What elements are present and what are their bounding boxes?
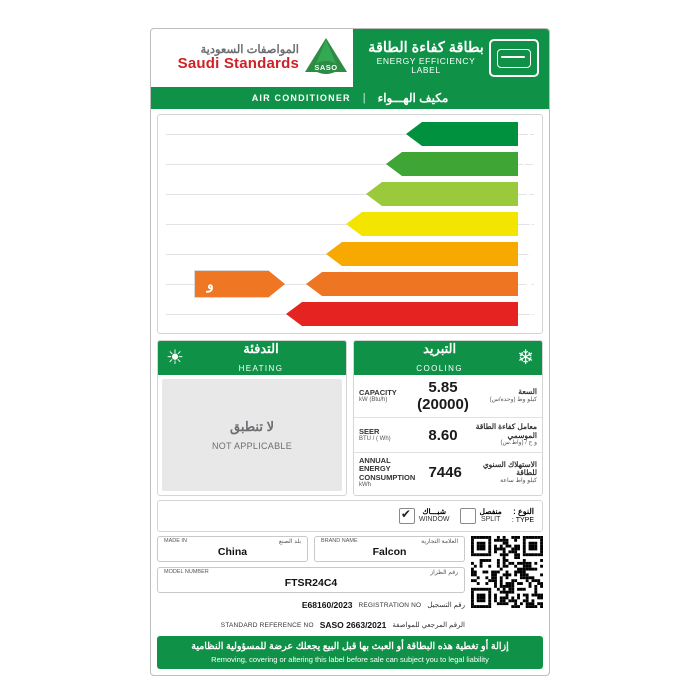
standard-reference-row: [157, 618, 465, 632]
selected-grade-letter: و: [207, 275, 214, 292]
grade-arrow: [326, 242, 518, 266]
type-option-label-en: WINDOW: [418, 516, 450, 524]
product-name-arabic: مكيف الهـــواء: [377, 91, 449, 105]
metric-value: 5.85 (20000): [411, 379, 475, 413]
grade-row: [158, 179, 542, 209]
metric-name-ar: السعة: [518, 387, 537, 397]
registration-label-en: REGISTRATION NO: [358, 601, 422, 609]
metric-unit-ar: و ح / (واط.س): [500, 440, 537, 447]
metric-name-en: CAPACITY: [359, 387, 397, 397]
type-option-label-ar: منفصل: [479, 507, 502, 517]
legal-notice-arabic: إزالة أو تغطية هذه البطاقة أو العبث بها قبل البيع يجعلك عرضة للمسؤولية النظامية: [191, 641, 509, 652]
cooling-panel: [353, 340, 543, 496]
grade-letter: و: [525, 275, 533, 292]
brand-label-ar: العلامة التجارية: [421, 539, 458, 545]
grade-arrow: [366, 182, 518, 206]
grade-arrow: [286, 302, 518, 326]
saso-logo-text: SASO: [314, 63, 338, 72]
checkbox-split[interactable]: [460, 508, 476, 524]
metric-unit-en: BTU / ( Wh): [359, 435, 391, 442]
type-option-label-en: SPLIT: [480, 516, 501, 524]
grade-row: [158, 239, 542, 269]
heating-panel: [157, 340, 347, 496]
cooling-data-row: [354, 453, 542, 492]
cooling-title-english: COOLING: [416, 364, 463, 373]
product-separator: |: [362, 92, 366, 104]
grade-arrow: [346, 212, 518, 236]
efficiency-grade-scale: [157, 114, 543, 334]
saso-branding: [151, 29, 353, 87]
standard-label-ar: الرقم المرجعي للمواصفة: [392, 622, 465, 629]
label-title-english: ENERGY EFFICIENCY LABEL: [376, 55, 476, 76]
type-option-window[interactable]: [399, 508, 450, 524]
model-value: FTSR24C4: [284, 576, 338, 589]
brand-label-en: BRAND NAME: [321, 538, 358, 544]
grade-letter: هـ: [522, 245, 536, 262]
model-label-en: MODEL NUMBER: [164, 569, 209, 575]
grade-letter: أ: [526, 125, 532, 142]
metric-value-secondary: (20000): [417, 396, 469, 413]
type-selection-row: [157, 500, 543, 532]
metric-value: 7446: [428, 464, 462, 482]
standard-value: SASO 2663/2021: [319, 620, 387, 630]
metric-name-ar: الاستهلاك السنوي للطاقة: [482, 459, 537, 478]
made-in-field: [157, 536, 308, 562]
metric-value: 8.60: [428, 426, 458, 444]
brand-value: Falcon: [372, 545, 407, 558]
legal-notice-english: Removing, covering or altering this label before sale can subject you to legal liability: [211, 655, 489, 664]
grade-letter: ب: [521, 155, 537, 172]
product-info-fields: [157, 536, 465, 632]
product-type-bar: [151, 87, 549, 109]
made-in-value: China: [217, 545, 248, 558]
heating-status-english: NOT APPLICABLE: [211, 441, 293, 451]
checkbox-window[interactable]: [399, 508, 415, 524]
metric-name-en: SEER: [359, 426, 380, 436]
header-green-bar: [353, 29, 549, 87]
made-in-label-en: MADE IN: [164, 538, 187, 544]
cooling-title-arabic: التبريد: [423, 341, 457, 357]
heating-status-arabic: لا تنطبق: [230, 419, 274, 434]
type-label-ar: النوع :: [513, 507, 534, 517]
registration-label-ar: رقم التسجيل: [427, 602, 465, 609]
registration-value: E68160/2023: [301, 600, 353, 610]
qr-code: [471, 536, 543, 608]
saso-logo-icon: [305, 38, 347, 78]
ac-unit-icon: [489, 39, 539, 77]
selected-grade-marker: [194, 271, 285, 297]
legal-notice-footer: [157, 636, 543, 669]
metric-name-ar: معامل كفاءة الطاقة الموسمي: [475, 421, 537, 440]
header-titles: [363, 40, 489, 76]
grade-row: [158, 149, 542, 179]
cooling-data-row: [354, 418, 542, 453]
energy-efficiency-label: [150, 28, 550, 676]
label-header: [151, 29, 549, 87]
grade-arrow: [406, 122, 518, 146]
snowflake-icon: ❄: [517, 347, 534, 369]
heating-title-english: HEATING: [238, 364, 284, 373]
cooling-data-row: [354, 375, 542, 418]
model-label-ar: رقم الطراز: [430, 570, 458, 576]
metric-unit-ar: كيلو وط (وحدة/س): [489, 396, 537, 403]
metric-unit-en: kWh: [359, 481, 371, 488]
grade-row: [158, 299, 542, 329]
metric-unit-ar: كيلو واط ساعة: [500, 477, 537, 484]
heating-title-arabic: التدفئة: [243, 341, 279, 357]
brand-name-field: [314, 536, 465, 562]
product-info-section: [157, 536, 543, 632]
grade-row: [158, 269, 542, 299]
metric-unit-en: kW (Btu/h): [359, 396, 388, 403]
sun-icon: ☀: [166, 347, 184, 369]
saso-text: [178, 44, 299, 72]
product-name-english: AIR CONDITIONER: [251, 93, 351, 103]
grade-letter: ز: [525, 305, 533, 322]
performance-panels: [157, 340, 543, 496]
grade-arrow: [306, 272, 518, 296]
saso-name-english: Saudi Standards: [177, 55, 299, 73]
saso-name-arabic: المواصفات السعودية: [200, 44, 299, 57]
grade-arrow: [386, 152, 518, 176]
standard-label-en: STANDARD REFERENCE NO: [220, 621, 314, 629]
grade-row: [158, 119, 542, 149]
made-in-label-ar: بلد الصنع: [278, 539, 301, 545]
label-title-arabic: بطاقة كفاءة الطاقة: [368, 39, 484, 56]
type-label-en: TYPE :: [511, 516, 534, 524]
metric-name-en: ANNUAL ENERGY CONSUMPTION: [359, 456, 416, 482]
grade-letter: د: [525, 215, 533, 232]
registration-row: [157, 598, 465, 612]
heating-status: [162, 379, 342, 491]
cooling-rows: [354, 375, 542, 492]
model-number-field: [157, 567, 465, 593]
heating-header: [158, 341, 346, 375]
grade-letter: ج: [524, 185, 534, 202]
grade-row: [158, 209, 542, 239]
type-label: [512, 508, 534, 524]
type-option-split[interactable]: [460, 508, 502, 524]
type-option-label-ar: شبـــاك: [422, 507, 446, 517]
cooling-header: [354, 341, 542, 375]
